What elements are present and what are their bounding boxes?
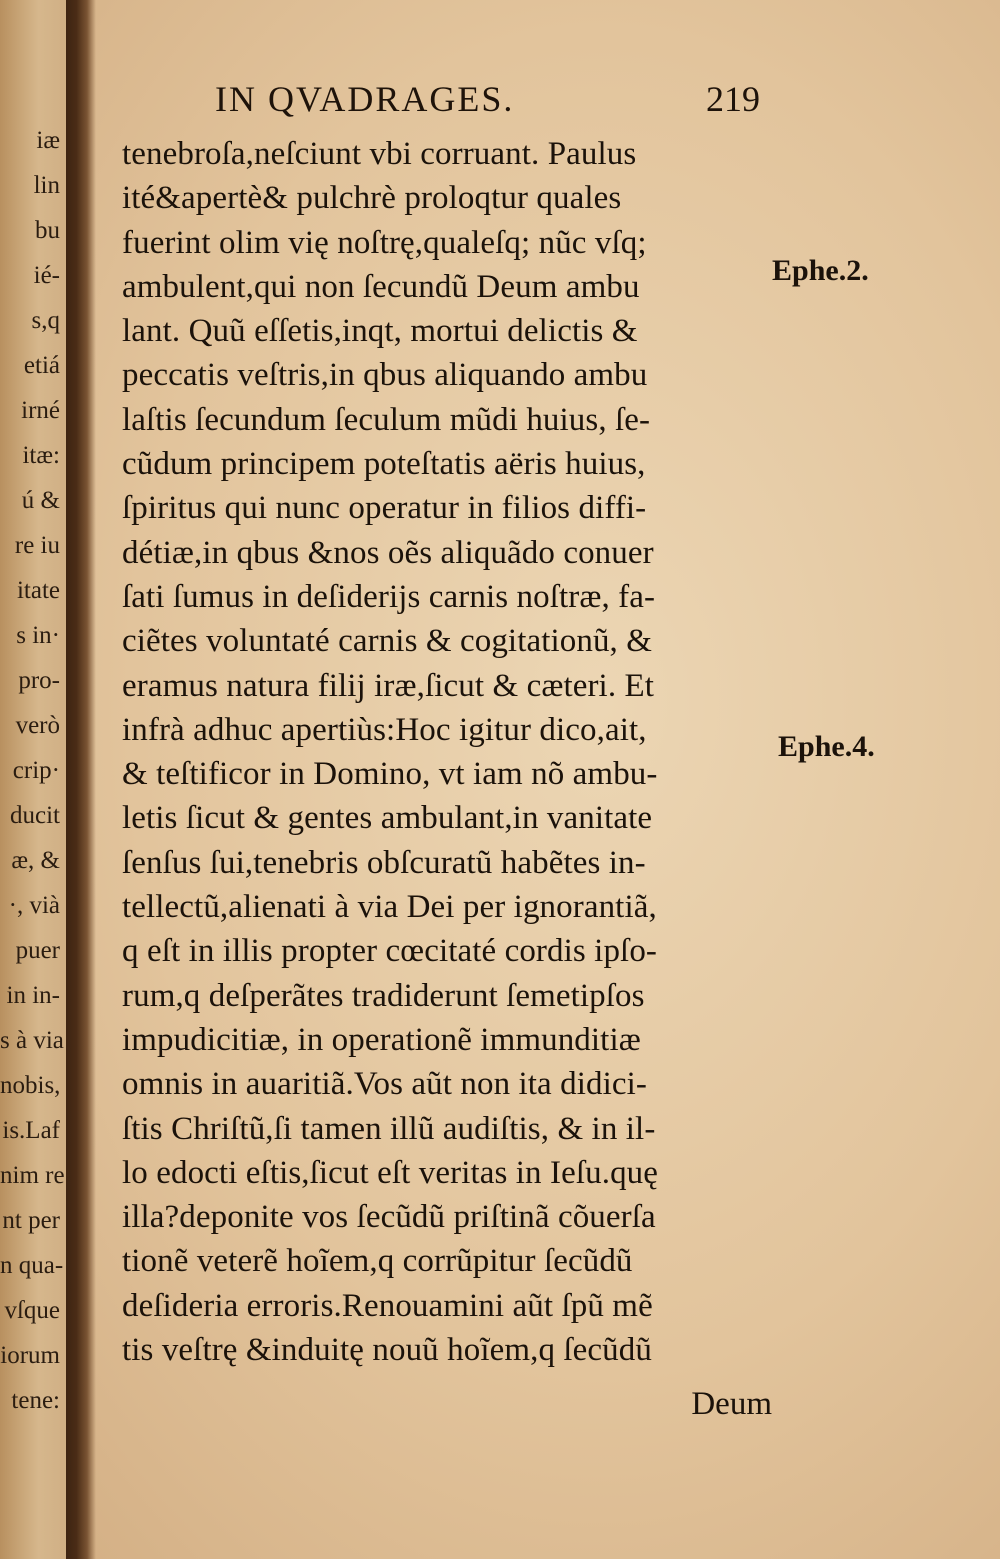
facing-fragment: re iu — [14, 532, 60, 559]
book-gutter — [66, 0, 96, 1559]
facing-fragment: verò — [15, 712, 60, 739]
text-line: ciẽtes voluntaté carnis & cogitationũ, & — [122, 623, 653, 660]
facing-fragment: iorum — [0, 1342, 60, 1369]
text-line: tis veſtrę &induitę nouũ hoĩem,q ſecũdũ — [122, 1332, 652, 1369]
running-head: IN QVADRAGES. — [215, 79, 515, 119]
catchword: Deum — [691, 1386, 772, 1422]
text-line: tionẽ veterẽ hoĩem,q corrũpitur ſecũdũ — [122, 1243, 633, 1280]
text-line: infrà adhuc apertiùs:Hoc igitur dico,ait, — [122, 711, 647, 748]
facing-fragment: n qua- — [0, 1252, 64, 1279]
text-line: cũdum principem poteſtatis aëris huius, — [122, 446, 646, 483]
facing-fragment: itate — [16, 577, 60, 604]
facing-fragment: itæ: — [22, 442, 60, 469]
page-number: 219 — [706, 79, 760, 119]
facing-fragment: is.Laf — [2, 1117, 60, 1144]
text-line: impudicitiæ, in operationẽ immunditiæ — [122, 1021, 641, 1058]
facing-fragment: s in· — [16, 622, 60, 649]
facing-fragment: nim re — [0, 1162, 65, 1189]
text-line: fuerint olim vię noſtrę,qualeſq; nũc vſq; — [122, 224, 647, 261]
facing-fragment: nobis, — [0, 1072, 61, 1099]
text-line: letis ſicut & gentes ambulant,in vanitate — [122, 800, 653, 837]
text-line: ité&apertè& pulchrè proloqtur quales — [122, 180, 622, 217]
facing-fragment: pro- — [18, 667, 60, 694]
text-line: deſideria erroris.Renouamini aũt ſpũ mẽ — [122, 1287, 653, 1324]
facing-fragment: irné — [21, 397, 60, 424]
text-line: détiæ,in qbus &nos oẽs aliquãdo conuer — [122, 534, 654, 571]
text-line: & teſtificor in Domino, vt iam nõ ambu- — [122, 756, 658, 793]
text-line: ſpiritus qui nunc operatur in filios diffi- — [122, 490, 647, 527]
facing-fragment: lin — [33, 172, 60, 199]
facing-fragment: æ, & — [11, 847, 60, 874]
text-line: q eſt in illis propter cœcitaté cordis ipſo- — [122, 933, 658, 970]
text-line: ſati ſumus in deſiderijs carnis noſtræ, fa- — [122, 578, 656, 615]
text-line: lo edocti eſtis,ſicut eſt veritas in Ieſu.quę — [122, 1154, 659, 1191]
facing-fragment: bu — [35, 217, 60, 244]
facing-fragment: ié- — [33, 262, 60, 289]
text-line: lant. Quũ eſſetis,inqt, mortui delictis & — [122, 313, 638, 350]
facing-fragment: puer — [15, 937, 60, 964]
facing-fragment: nt per — [2, 1207, 60, 1234]
text-line: ſtis Chriſtũ,ſi tamen illũ audiſtis, & in il- — [122, 1110, 656, 1147]
text-line: peccatis veſtris,in qbus aliquando ambu — [122, 357, 648, 394]
text-line: eramus natura filij iræ,ſicut & cæteri. Et — [122, 667, 655, 704]
text-line: ſenſus ſui,tenebris obſcuratũ habẽtes in- — [122, 844, 646, 881]
facing-fragment: s,q — [31, 307, 60, 334]
facing-fragment: vſque — [4, 1297, 60, 1324]
text-line: ambulent,qui non ſecundũ Deum ambu — [122, 268, 640, 305]
margin-note-ephe-2: Ephe.2. — [772, 254, 869, 287]
margin-note-ephe-4: Ephe.4. — [778, 730, 875, 763]
body-text — [122, 132, 772, 1372]
text-line: tellectũ,alienati à via Dei per ignorantiã, — [122, 889, 657, 926]
facing-fragment: ducit — [10, 802, 60, 829]
facing-fragment: crip· — [12, 757, 60, 784]
text-line: rum,q deſperãtes tradiderunt ſemetipſos — [122, 977, 645, 1014]
facing-page-edge — [0, 0, 70, 1559]
text-line: illa?deponite vos ſecũdũ priſtinã cõuerſa — [122, 1199, 656, 1236]
text-line: laſtis ſecundum ſeculum mũdi huius, ſe- — [122, 401, 651, 438]
facing-fragment: in in- — [6, 982, 60, 1009]
facing-page-fragments — [0, 118, 66, 1423]
text-line: tenebroſa,neſciunt vbi corruant. Paulus — [122, 136, 637, 172]
facing-fragment: ·, vià — [8, 892, 60, 919]
facing-fragment: s à via — [0, 1027, 64, 1054]
text-line: omnis in auaritiã.Vos aũt non ita didici- — [122, 1066, 647, 1103]
facing-fragment: iæ — [36, 127, 60, 154]
facing-fragment: tene: — [11, 1387, 60, 1414]
facing-fragment: etiá — [23, 352, 60, 379]
facing-fragment: ú & — [21, 487, 60, 514]
page-header — [130, 78, 770, 128]
